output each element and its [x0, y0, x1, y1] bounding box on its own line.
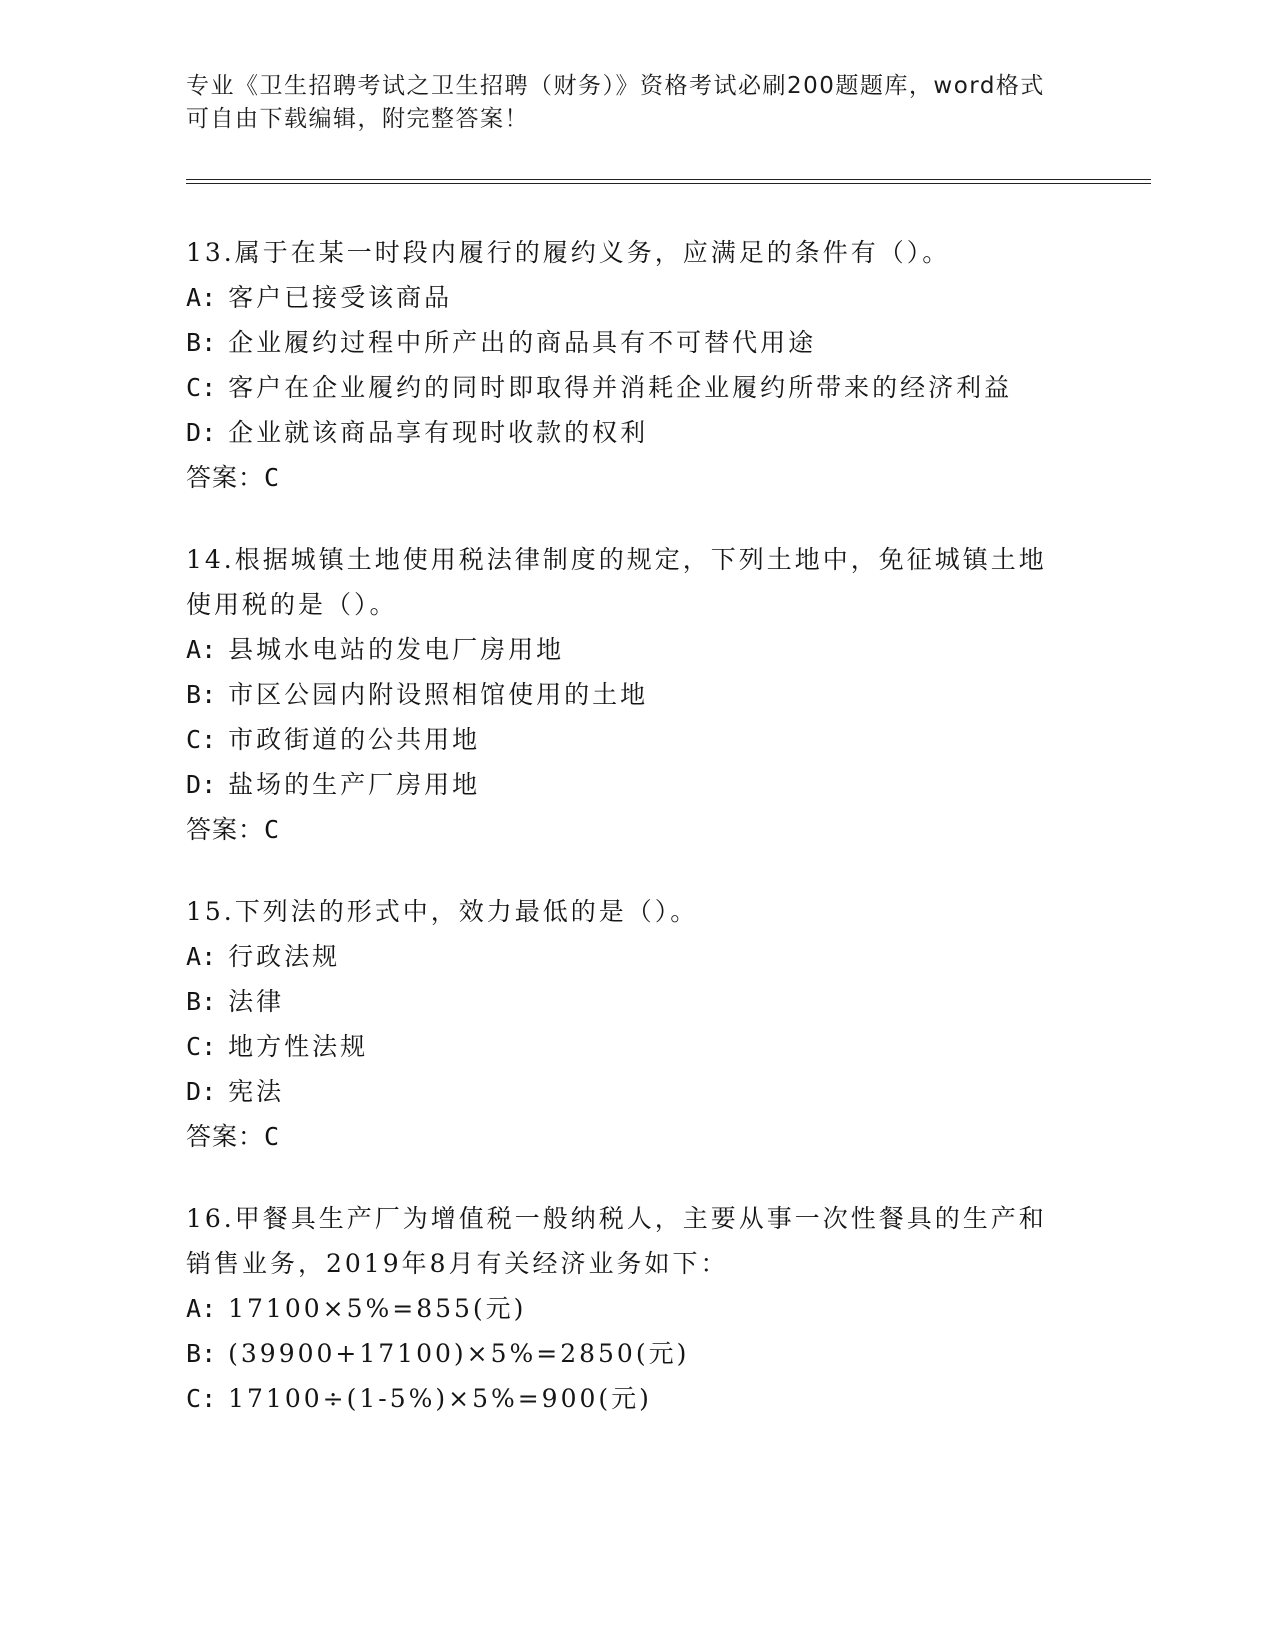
question-stem-continued: 使用税的是（）。 — [186, 590, 398, 619]
answer-line — [186, 455, 1086, 500]
option-a — [186, 934, 1086, 979]
question-stem: 14.根据城镇土地使用税法律制度的规定，下列土地中，免征城镇土地 — [186, 545, 1047, 574]
option-a — [186, 275, 1086, 320]
question-13 — [186, 230, 1086, 500]
option-c — [186, 1024, 1086, 1069]
option-letter: C : — [186, 725, 216, 754]
option-b — [186, 320, 1086, 365]
option-text: 客户已接受该商品 — [228, 283, 453, 312]
answer-label: 答案： — [186, 1122, 265, 1151]
question-stem: 16.甲餐具生产厂为增值税一般纳税人，主要从事一次性餐具的生产和 — [186, 1204, 1047, 1233]
option-a — [186, 1286, 1086, 1331]
option-letter: D : — [186, 770, 216, 799]
option-letter: C : — [186, 1032, 216, 1061]
option-text: 市区公园内附设照相馆使用的土地 — [228, 680, 649, 709]
option-c — [186, 365, 1086, 410]
option-c — [186, 717, 1086, 762]
answer-value: C — [264, 815, 281, 844]
option-letter: A : — [186, 283, 216, 312]
option-b — [186, 672, 1086, 717]
question-stem-continued: 销售业务，2019年8月有关经济业务如下： — [186, 1249, 729, 1278]
option-letter: B : — [186, 1339, 216, 1368]
option-b — [186, 979, 1086, 1024]
option-letter: C : — [186, 1384, 216, 1413]
option-text: (39900+17100)×5%=2850(元) — [228, 1339, 690, 1368]
option-text: 宪法 — [228, 1077, 285, 1106]
option-b — [186, 1331, 1086, 1376]
header-divider-top — [186, 179, 1151, 180]
header-divider-bottom — [186, 183, 1151, 184]
answer-line — [186, 1114, 1086, 1159]
question-stem: 13.属于在某一时段内履行的履约义务，应满足的条件有（）。 — [186, 238, 951, 267]
option-letter: A : — [186, 942, 216, 971]
answer-label: 答案： — [186, 815, 265, 844]
option-letter: A : — [186, 635, 216, 664]
option-text: 地方性法规 — [228, 1032, 369, 1061]
document-header — [186, 70, 1066, 136]
option-text: 17100×5%=855(元) — [228, 1294, 527, 1323]
question-16 — [186, 1196, 1086, 1421]
option-letter: D : — [186, 1077, 216, 1106]
option-text: 县城水电站的发电厂房用地 — [228, 635, 565, 664]
option-a — [186, 627, 1086, 672]
question-stem: 15.下列法的形式中，效力最低的是（）。 — [186, 897, 699, 926]
option-text: 企业履约过程中所产出的商品具有不可替代用途 — [228, 328, 817, 357]
option-d — [186, 762, 1086, 807]
answer-label: 答案： — [186, 463, 265, 492]
answer-value: C — [264, 1122, 281, 1151]
question-list — [186, 230, 1086, 1458]
option-letter: D : — [186, 418, 216, 447]
option-letter: B : — [186, 680, 216, 709]
question-14 — [186, 537, 1086, 852]
option-letter: A : — [186, 1294, 216, 1323]
option-c — [186, 1376, 1086, 1421]
option-text: 客户在企业履约的同时即取得并消耗企业履约所带来的经济利益 — [228, 373, 1013, 402]
answer-line — [186, 807, 1086, 852]
option-text: 盐场的生产厂房用地 — [228, 770, 481, 799]
option-d — [186, 1069, 1086, 1114]
option-d — [186, 410, 1086, 455]
answer-value: C — [264, 463, 281, 492]
option-text: 行政法规 — [228, 942, 341, 971]
header-line-1: 专业《卫生招聘考试之卫生招聘（财务）》资格考试必刷200题题库，word格式 — [186, 73, 1045, 99]
option-text: 17100÷(1-5%)×5%=900(元) — [228, 1384, 652, 1413]
header-line-2: 可自由下载编辑，附完整答案！ — [186, 106, 529, 132]
option-text: 市政街道的公共用地 — [228, 725, 481, 754]
option-letter: B : — [186, 987, 216, 1016]
option-text: 法律 — [228, 987, 285, 1016]
question-15 — [186, 889, 1086, 1159]
option-text: 企业就该商品享有现时收款的权利 — [228, 418, 649, 447]
option-letter: C : — [186, 373, 216, 402]
option-letter: B : — [186, 328, 216, 357]
